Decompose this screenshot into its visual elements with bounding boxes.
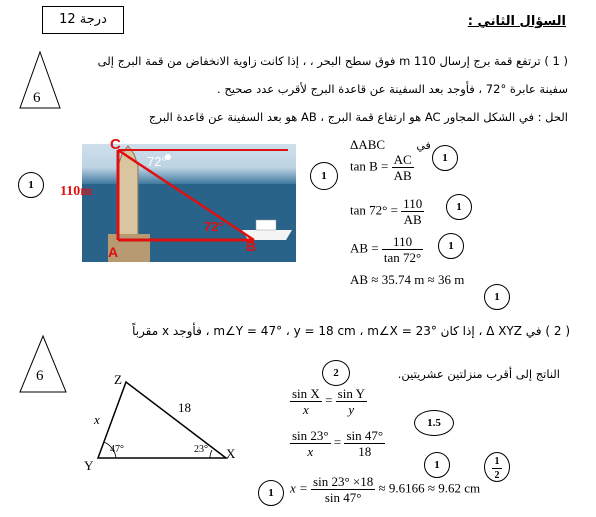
triangle-name: ΔABC [350,137,386,152]
angle-y-label: 47° [110,444,124,455]
in-triangle-word: في [416,139,431,152]
mark-circle-half: 1 2 [484,452,510,482]
vertex-z: Z [114,372,122,387]
mark-circle-2: 2 [322,360,350,386]
part1-solution-text: الحل : في الشكل المجاور AC هو ارتفاع قمة البرج ، AB هو بعد السفينة عن قاعدة البرج [148,110,568,124]
points-triangle-part2 [18,334,68,394]
angle-x-label: 23° [194,444,208,455]
mark-circle-1-5: 1.5 [414,410,454,436]
mark-circle-left: 1 [18,172,44,198]
height-label: 110m [60,184,92,199]
angle-72-top: 72° [147,154,167,169]
mark-circle-1g: 1 [258,480,284,506]
label-b: B [246,238,257,254]
mark-circle-1e: 1 [484,284,510,310]
mark-circle-1c: 1 [446,194,472,220]
points-badge-part2: 6 [36,368,44,384]
mark-circle-1f: 1 [424,452,450,478]
mark-circle-1d: 1 [438,233,464,259]
final-equation: x = $\frac{\sin 23^\circ \times 18}{\sin 47^\circ}$ ≈ 9.6166 ≈ 9.62 cm [290,474,481,505]
mark-circle-1a: 1 [310,162,338,190]
label-c: C [110,136,121,153]
tan72-equation: tan 72° = $\frac{110}{AB}$ [350,196,423,227]
side-x-label: x [94,412,100,427]
angle-72-bottom: 72° [204,219,224,234]
part1-line2: سفينة عابرة °72 ، فأوجد بعد السفينة عن قاعدة البرج لأقرب عدد صحيح . [217,82,568,96]
law-of-sines: $\frac{\text{sin X}}{x}$ = $\frac{\text{sin Y}}{y}$ [292,386,365,417]
triangle-abc-label [350,137,431,153]
vertex-y: Y [84,458,94,473]
score-box [42,6,124,34]
score-label: 12 درجة [59,12,107,27]
tan-b-equation: tan B = $\frac{AC}{AB}$ [350,152,412,183]
ab-result: AB ≈ 35.74 m ≈ 36 m [350,272,465,287]
mark-circle-1b: 1 [432,145,458,171]
part2-line1: ( 2 ) في Δ XYZ ، إذا كان m∠Y = 47° ، y = 18 cm ، m∠X = 23° ، فأوجد x مقرباً [132,324,570,338]
side-18-label: 18 [178,400,191,415]
ab-equation: AB = $\frac{110}{\tan 72^\circ}$ [350,234,422,265]
part2-line2: الناتج إلى أقرب منزلتين عشريتين. [397,367,560,381]
vertex-x: X [226,446,236,461]
triangle-xyz [80,372,250,472]
part1-line1: ( 1 ) ترتفع قمة برج إرسال 110 m فوق سطح البحر ، ، إذا كانت زاوية الانخفاض من قمة البرج إلى [97,54,568,68]
label-a: A [108,244,119,260]
question-title: السؤال الثاني : [467,14,566,29]
points-badge-part1: 6 [33,90,41,106]
substituted-sines: $\frac{\sin 23^\circ}{x}$ = $\frac{\sin 47^\circ}{18}$ [292,428,384,459]
